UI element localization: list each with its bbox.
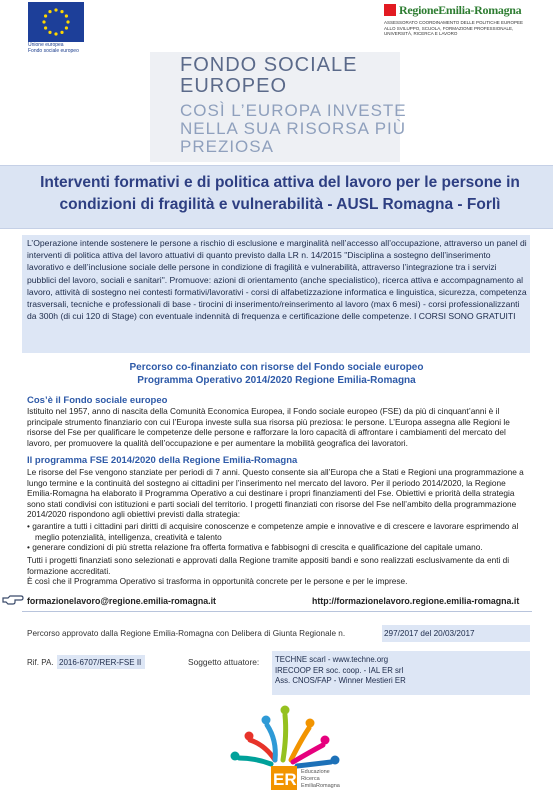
contact-email-link[interactable]: formazionelavoro@regione.emilia-romagna.it: [27, 596, 216, 606]
er-logo-line-1: Educazione: [301, 769, 330, 775]
rif-label: Rif. PA.: [27, 658, 54, 667]
fse-title: FONDO SOCIALE EUROPEO: [180, 54, 358, 97]
cofinanced-line-2: Programma Operativo 2014/2020 Regione Emilia-Romagna: [137, 375, 416, 386]
section-closing-text: Tutti i progetti finanziati sono selezionati e approvati dalla Regione tramite appositi bandi e sono realizzati esclusivamente da enti di formazione accreditati. È così che il Programma Operativo si trasforma in opportunità concrete per le persone e per le imprese.: [27, 555, 510, 587]
er-tree-logo: [205, 690, 365, 791]
approval-label: Percorso approvato dalla Regione Emilia-Romagna con Delibera di Giunta Regionale n.: [27, 629, 346, 638]
region-subtitle: ASSESSORATO COORDINAMENTO DELLE POLITICHE EUROPEE ALLO SVILUPPO, SCUOLA, FORMAZIONE PROFESSIONALE, UNIVERSITÀ, RICERCA E LAVORO: [384, 20, 524, 36]
page-title: Interventi formativi e di politica attiva del lavoro per le persone in condizioni di fragilità e vulnerabilità - AUSL Romagna - Forlì: [40, 174, 520, 213]
section-text-programma: Le risorse del Fse vengono stanziate per periodi di 7 anni. Questo consente sia all’Europa che a Stati e Regioni una programmazione a lungo termine e la continuità del sostegno ai cittadini per l’inserimento nel mercato del lavoro. Per il periodo 2014/2020, la Regione Emilia-Romagna ha elaborato il Programma Operativo a cui destinare i propri finanziamenti del Fse. Obiettivi e priorità della strategia sono stati condivisi con istituzioni e parti sociali del territorio. I progetti finanziati con risorse del Fse nell’ambito della programmazione 2014/2020 rispondono agli obiettivi previsti dalla strategia:: [27, 467, 524, 520]
rif-value: 2016-6707/RER-FSE II: [59, 658, 142, 667]
operation-description: L’Operazione intende sostenere le persone a rischio di esclusione e marginalità nell’accesso all’occupazione, attraverso un panel di interventi di politica attiva del lavoro attuativi di quanto previsto dalla LR n. 14/2015 "Disciplina a sostegno dell’inserimento lavorativo e dell’inclusione sociale delle persone in condizione di fragilità e vulnerabilità, attraverso l’integrazione tra i servizi pubblici del lavoro, sociali e sanitari". Promuove: azioni di orientamento (anche specialistico), ricerca attiva e accompagnamento al lavoro, attività di sostegno nei contesti formativi/lavorativi - corsi di alfabetizzazione informatica e linguistica, sicurezza, competenza trasversali, tecniche e professionali di base - tirocini di inserimento/reinserimento al lavoro (max 6 mesi) - corsi professionalizzanti da 300h (di cui 120 di Stage) con eventuale indennità di frequenza e certificazione delle competenze. I CORSI SONO GRATUITI: [27, 238, 527, 322]
attuatore-item: Ass. CNOS/FAP - Winner Mestieri ER: [275, 676, 406, 685]
region-name: RegioneEmilia-Romagna: [399, 2, 522, 17]
region-logo-mark: [384, 4, 396, 16]
eu-caption: Unione europea Fondo sociale europeo: [28, 42, 79, 54]
attuatore-list: [275, 655, 406, 687]
contact-website-link[interactable]: http://formazionelavoro.regione.emilia-romagna.it: [312, 596, 520, 606]
attuatore-label: Soggetto attuatore:: [188, 657, 260, 667]
list-item: • garantire a tutti i cittadini pari diritti di acquisire conoscenze e competenze ampie e innovative e di crescere e lavorare esprimendo al meglio potenzialità, intelligenza, creatività e talento: [27, 521, 519, 542]
er-logo-line-3: EmiliaRomagna: [301, 783, 340, 789]
er-logo-letters: ER: [273, 770, 297, 789]
er-logo-line-2: Ricerca: [301, 776, 320, 782]
cofinanced-line-1: Percorso co-finanziato con risorse del Fondo sociale europeo: [129, 362, 424, 373]
section-heading-programma: Il programma FSE 2014/2020 della Regione Emilia-Romagna: [27, 455, 298, 466]
eu-flag-logo: [28, 2, 84, 42]
delibera-value: 297/2017 del 20/03/2017: [384, 629, 475, 638]
region-logo: [384, 2, 544, 37]
section-heading-fse: Cos’è il Fondo sociale europeo: [27, 395, 168, 406]
list-item: • generare condizioni di più stretta relazione fra offerta formativa e fabbisogni di crescita e qualificazione del capitale umano.: [27, 542, 483, 553]
pointing-hand-icon: [2, 592, 24, 608]
section-text-fse: Istituito nel 1957, anno di nascita della Comunità Economica Europea, il Fondo sociale europeo (FSE) da più di cinquant’anni è il principale strumento finanziario con cui l’Europa investe sulla sua risorsa più preziosa: le persone. L’Europa assegna alle Regioni le risorse del Fse per qualificare le competenze delle persone e rafforzare la loro capacità di affrontare i cambiamenti del mercato del lavoro, per promuovere la qualità dell’occupazione e per aumentare la mobilità geografica dei lavoratori.: [27, 406, 510, 448]
objectives-list: [27, 521, 532, 553]
cofinanced-heading: [20, 361, 533, 387]
fse-subtitle: COSÌ L’EUROPA INVESTE NELLA SUA RISORSA PIÙ PREZIOSA: [180, 101, 407, 156]
attuatore-item: IRECOOP ER soc. coop. - IAL ER srl: [275, 665, 404, 675]
divider: [22, 611, 532, 612]
attuatore-item: TECHNE scarl - www.techne.org: [275, 655, 389, 664]
